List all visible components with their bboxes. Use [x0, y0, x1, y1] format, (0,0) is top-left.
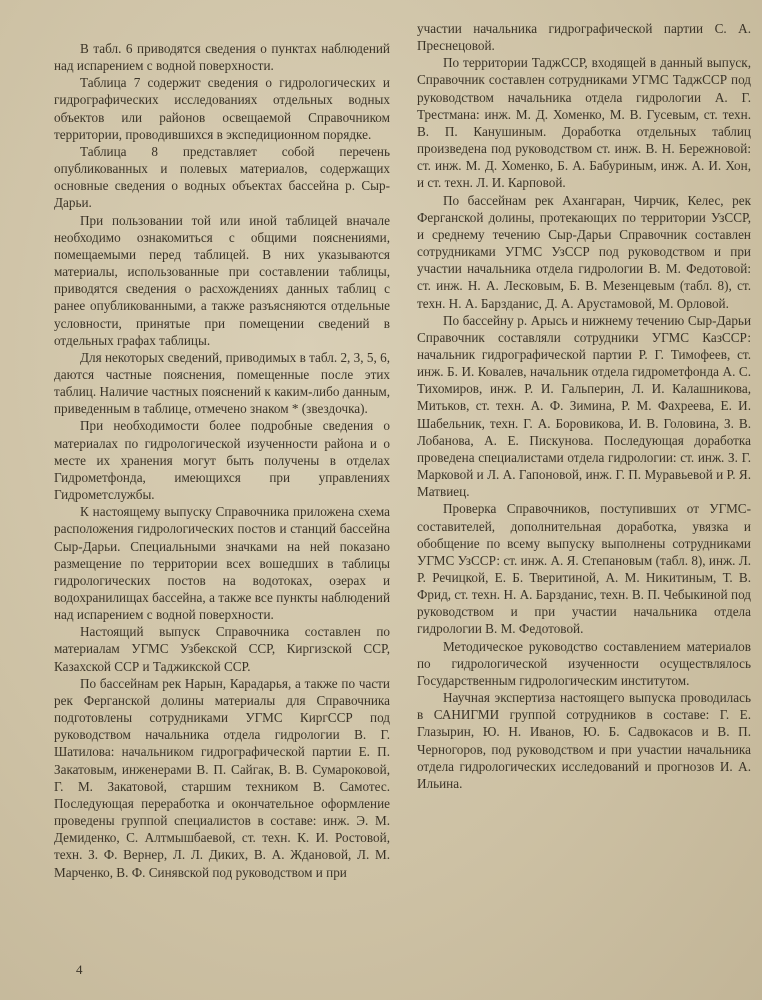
paragraph: Таблица 7 содержит сведения о гидрологических и гидрографических исследованиях отдельных водных объектов или районов освещаемой Справочником территории, проводившихся в экспедиционном порядке.	[54, 75, 390, 142]
paragraph: При пользовании той или иной таблицей вначале необходимо ознакомиться с общими пояснениями, помещаемыми перед таблицей. В них указываются материалы, использованные при составлении таблицы, приводятся сведения о расхождениях данных таблиц с ранее опубликованными, а также разъясняются отдельные условности, принятые при помещении сведений в отдельных графах таблицы.	[54, 212, 390, 348]
paragraph: Научная экспертиза настоящего выпуска проводилась в САНИГМИ группой сотрудников в составе: Г. Е. Глазырин, Ю. Н. Иванов, Ю. Б. Садвокасов и В. П. Черногоров, под руководством и при участии начальника отдела гидрологических исследований и прогнозов И. А. Ильина.	[417, 690, 751, 791]
paragraph: Настоящий выпуск Справочника составлен по материалам УГМС Узбекской ССР, Киргизской ССР, Казахской ССР и Таджикской ССР.	[54, 624, 390, 674]
paragraph: По бассейнам рек Нарын, Карадарья, а также по части рек Ферганской долины материалы для Справочника подготовлены сотрудниками УГМС КиргССР под руководством начальника отдела гидрологии В. Г. Шатилова: начальником гидрографической партии Е. П. Закатовым, инженерами В. П. Сайгак, В. В. Сумароковой, Г. М. Закатовой, старшим техником В. Самотес. Последующая переработка и окончательное оформление проведены группой специалистов в составе: инж. Э. М. Демиденко, С. Алтмышбаевой, ст. техн. К. И. Ростовой, техн. З. Ф. Вернер, Л. Л. Диких, В. А. Ждановой, Л. М. Марченко, В. Ф. Синявской под руководством и при	[54, 675, 390, 880]
paragraph: Проверка Справочников, поступивших от УГМС-составителей, дополнительная доработка, увязка и обобщение по всему выпуску выполнены сотрудниками УГМС УзССР: ст. инж. А. Я. Степановым (табл. 8), инж. Л. Р. Речицкой, Е. Б. Тверитиной, А. М. Никитиным, Т. В. Фрид, ст. техн. Н. А. Барзданис, техн. В. П. Чебыкиной под руководством и при участии начальника отдела гидрологии В. М. Федотовой.	[417, 501, 751, 637]
page-number: 4	[76, 962, 83, 977]
paragraph-continuation: участии начальника гидрографической партии С. А. Преснецовой.	[417, 21, 751, 54]
paragraph: Методическое руководство составлением материалов по гидрологической изученности осуществлялось Государственным гидрологическим институтом.	[417, 638, 751, 688]
paragraph: Таблица 8 представляет собой перечень опубликованных и полевых материалов, содержащих основные сведения о водных объектах бассейна р. Сыр-Дарьи.	[54, 143, 390, 211]
paragraph: По бассейну р. Арысь и нижнему течению Сыр-Дарьи Справочник составляли сотрудники УГМС КазССР: начальник гидрографической партии Р. Г. Тимофеев, ст. инж. Б. И. Ковалев, начальник отдела гидрометфонда А. С. Тихомиров, инж. Р. И. Гальперин, Л. И. Калашникова, Митьков, ст. техн. А. Ф. Зимина, Р. М. Фахреева, Е. И. Шабельник, техн. Г. А. Боровикова, И. В. Головина, З. В. Лобанова, А. Е. Пискунова. Последующая доработка проведена специалистами отдела гидрологии: ст. инж. З. Г. Марковой и Л. А. Гапоновой, инж. Г. П. Муравьевой и Р. Я. Матвиец.	[417, 312, 751, 500]
paragraph: В табл. 6 приводятся сведения о пунктах наблюдений над испарением с водной поверхности.	[54, 41, 390, 74]
left-column	[54, 40, 390, 881]
paragraph: К настоящему выпуску Справочника приложена схема расположения гидрологических постов и станций бассейна Сыр-Дарьи. Специальными значками на ней показано размещение по территории всех вошедших в таблицы гидрологических постов на водотоках, озерах и водохранилищах бассейна, а также все пункты наблюдений над испарением с водной поверхности.	[54, 504, 390, 623]
paragraph: При необходимости более подробные сведения о материалах по гидрологической изученности района и о месте их хранения могут быть получены в отделах Гидрометфонда, имеющихся при управлениях Гидрометслужбы.	[54, 418, 390, 503]
paragraph: По бассейнам рек Ахангаран, Чирчик, Келес, рек Ферганской долины, протекающих по территории УзССР, и среднему течению Сыр-Дарьи Справочник составлен сотрудниками УГМС УзССР под руководством и при участии начальника отдела гидрологии В. М. Федотовой: ст. инж. Н. А. Лесковым, Б. В. Мезенцевым (табл. 8), ст. техн. Н. А. Барзданис, Д. А. Арустамовой, М. Орловой.	[417, 192, 751, 311]
right-column	[417, 20, 751, 792]
paragraph: По территории ТаджССР, входящей в данный выпуск, Справочник составлен сотрудниками УГМС ТаджССР под руководством начальника отдела гидрологии А. Г. Трестмана: инж. М. Д. Хоменко, М. В. Гусевым, ст. техн. В. П. Канушиным. Доработка отдельных таблиц произведена под руководством ст. инж. В. Н. Бережновой: ст. инж. М. Д. Хоменко, Б. А. Бабуриным, инж. А. И. Хон, и ст. техн. Л. И. Карповой.	[417, 55, 751, 191]
paragraph: Для некоторых сведений, приводимых в табл. 2, 3, 5, 6, даются частные пояснения, помещенные после этих таблиц. Наличие частных пояснений к каким-либо данным, приведенным в таблице, отмечено знаком * (звездочка).	[54, 349, 390, 417]
